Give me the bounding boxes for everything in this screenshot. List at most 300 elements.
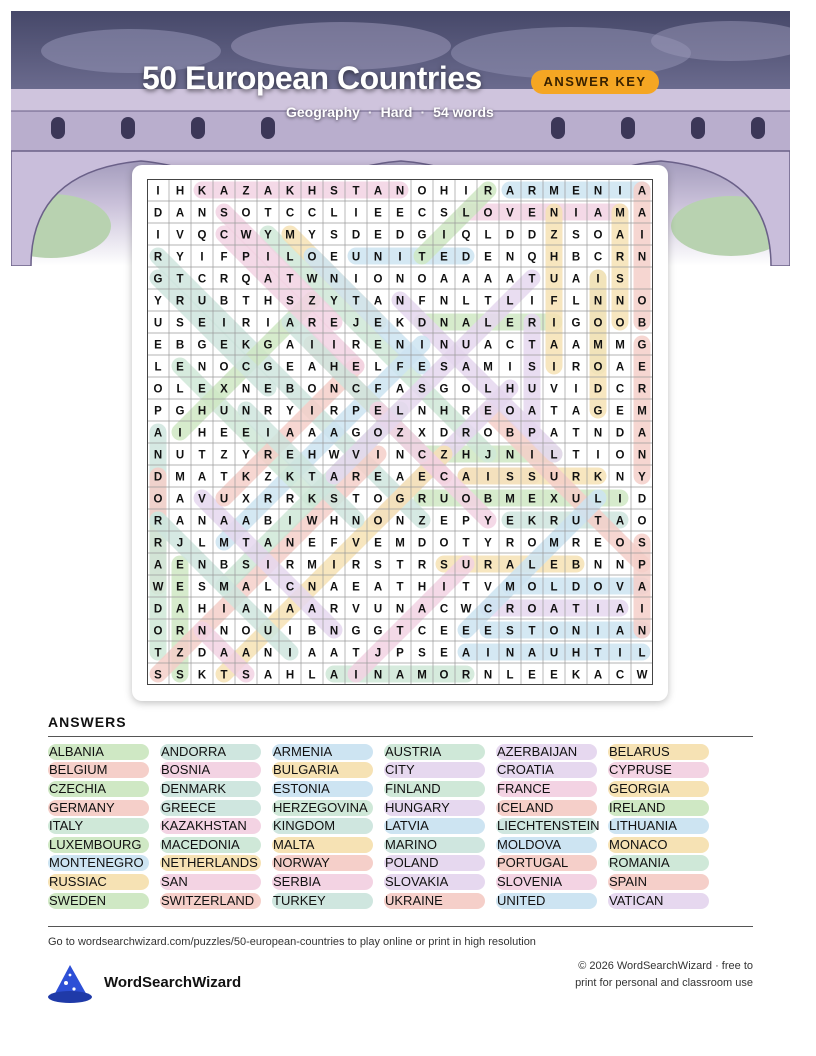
grid-letter: A (637, 581, 647, 594)
grid-letter: R (615, 251, 625, 264)
grid-letter: E (462, 625, 470, 638)
answer-word: MONTENEGRO (48, 855, 149, 871)
grid-letter: R (571, 537, 581, 550)
puzzle-meta (286, 104, 494, 120)
answer-word: CITY (384, 762, 485, 778)
grid-letter: N (637, 449, 647, 462)
grid-letter: O (307, 383, 317, 396)
grid-letter: A (285, 317, 295, 330)
grid-letter: L (374, 361, 382, 374)
grid-letter: M (549, 537, 559, 550)
answer-word: ITALY (48, 818, 149, 834)
grid-letter: U (373, 603, 383, 616)
answer-word: AZERBAIJAN (496, 744, 597, 760)
grid-letter: A (593, 669, 603, 682)
grid-letter: X (242, 493, 250, 506)
grid-letter: M (417, 669, 427, 682)
grid-letter: O (593, 229, 603, 242)
grid-letter: P (352, 405, 360, 418)
grid-letter: U (571, 515, 581, 528)
grid-letter: U (461, 339, 471, 352)
grid-letter: I (398, 251, 402, 264)
grid-letter: A (285, 339, 295, 352)
grid-letter: C (307, 207, 317, 220)
answer-word: BOSNIA (160, 762, 261, 778)
grid-letter: I (596, 625, 600, 638)
grid-letter: N (637, 625, 647, 638)
grid-letter: H (505, 383, 515, 396)
grid-letter: O (483, 427, 493, 440)
grid-letter: A (637, 427, 647, 440)
grid-letter: R (285, 493, 295, 506)
grid-letter: T (550, 405, 558, 418)
grid-letter: I (354, 273, 358, 286)
grid-letter: T (352, 185, 360, 198)
grid-letter: A (615, 625, 625, 638)
grid-letter: B (505, 427, 515, 440)
grid-letter: E (198, 317, 206, 330)
grid-letter: C (439, 471, 449, 484)
grid-letter: T (594, 647, 602, 660)
grid-letter: N (263, 603, 273, 616)
grid-letter: O (593, 317, 603, 330)
answer-word: KAZAKHSTAN (160, 818, 261, 834)
grid-letter: L (264, 581, 272, 594)
answer-word: CYPRUSE (608, 762, 709, 778)
grid-letter: G (175, 405, 185, 418)
grid-letter: F (418, 295, 426, 308)
grid-letter: L (550, 449, 558, 462)
grid-letter: M (483, 361, 493, 374)
grid-letter: E (484, 405, 492, 418)
grid-letter: A (461, 471, 471, 484)
grid-letter: R (483, 559, 493, 572)
grid-letter: R (461, 669, 471, 682)
grid-letter: R (571, 361, 581, 374)
grid-letter: A (571, 273, 581, 286)
grid-letter: F (220, 251, 228, 264)
grid-letter: T (484, 295, 492, 308)
grid-letter: U (263, 625, 273, 638)
grid-letter: A (483, 339, 493, 352)
grid-letter: T (418, 251, 426, 264)
grid-letter: D (593, 383, 603, 396)
grid-letter: A (615, 361, 625, 374)
answer-word: SWEDEN (48, 893, 149, 909)
grid-letter: K (593, 471, 603, 484)
grid-letter: D (571, 581, 581, 594)
grid-letter: I (200, 251, 204, 264)
grid-letter: T (462, 581, 470, 594)
grid-letter: U (461, 559, 471, 572)
grid-letter: A (461, 647, 471, 660)
grid-letter: K (197, 185, 207, 198)
grid-letter: N (219, 625, 229, 638)
answer-word: LUXEMBOURG (48, 837, 149, 853)
grid-letter: H (571, 647, 581, 660)
grid-letter: D (153, 471, 163, 484)
grid-letter: M (615, 339, 625, 352)
answer-word: BULGARIA (272, 762, 373, 778)
grid-letter: A (527, 405, 537, 418)
grid-letter: I (310, 405, 314, 418)
grid-letter: U (219, 405, 229, 418)
grid-letter: V (176, 229, 184, 242)
grid-letter: I (574, 207, 578, 220)
grid-letter: R (351, 339, 361, 352)
brand-name: WordSearchWizard (104, 974, 242, 991)
grid-letter: T (572, 603, 580, 616)
grid-letter: T (176, 273, 184, 286)
grid-letter: D (615, 427, 625, 440)
grid-letter: I (640, 603, 644, 616)
grid-letter: X (220, 383, 228, 396)
grid-letter: C (417, 625, 427, 638)
grid-letter: L (330, 207, 338, 220)
grid-letter: S (220, 207, 228, 220)
grid-letter: L (198, 537, 206, 550)
grid-letter: Z (220, 449, 228, 462)
grid-letter: U (175, 449, 185, 462)
grid-letter: D (417, 317, 427, 330)
grid-letter: V (352, 537, 360, 550)
grid-letter: E (176, 361, 184, 374)
grid-letter: W (460, 603, 472, 616)
grid-letter: R (549, 515, 559, 528)
grid-letter: P (396, 647, 404, 660)
grid-letter: J (352, 317, 360, 330)
grid-letter: H (549, 251, 559, 264)
grid-letter: L (484, 383, 492, 396)
grid-letter: S (572, 229, 580, 242)
answer-word: GEORGIA (608, 781, 709, 797)
grid-letter: I (332, 339, 336, 352)
grid-letter: A (637, 185, 647, 198)
grid-letter: S (286, 295, 294, 308)
grid-letter: V (352, 449, 360, 462)
grid-letter: A (615, 515, 625, 528)
grid-letter: N (483, 669, 493, 682)
grid-letter: B (571, 559, 581, 572)
grid-letter: A (571, 405, 581, 418)
grid-letter: T (396, 581, 404, 594)
grid-letter: C (417, 449, 427, 462)
grid-letter: O (461, 383, 471, 396)
grid-letter: N (373, 669, 383, 682)
grid-letter: G (197, 339, 207, 352)
grid-letter: E (418, 471, 426, 484)
grid-letter: S (616, 273, 624, 286)
grid-letter: G (263, 339, 273, 352)
grid-letter: R (153, 251, 163, 264)
grid-letter: N (241, 405, 251, 418)
answer-word: SPAIN (608, 874, 709, 890)
grid-letter: E (176, 581, 184, 594)
grid-letter: G (373, 625, 383, 638)
grid-letter: Z (550, 229, 558, 242)
grid-letter: N (505, 449, 515, 462)
grid-letter: W (240, 229, 252, 242)
grid-letter: P (528, 427, 536, 440)
answer-word: NETHERLANDS (160, 855, 261, 871)
grid-letter: A (483, 273, 493, 286)
letter-grid (147, 179, 653, 685)
grid-letter: E (352, 361, 360, 374)
grid-letter: O (241, 625, 251, 638)
grid-letter: T (528, 339, 536, 352)
grid-letter: G (263, 361, 273, 374)
grid-letter: N (197, 625, 207, 638)
grid-letter: I (222, 603, 226, 616)
grid-letter: H (307, 449, 317, 462)
grid-letter: A (197, 471, 207, 484)
grid-letter: A (307, 603, 317, 616)
grid-letter: S (330, 185, 338, 198)
grid-letter: R (483, 185, 493, 198)
grid-letter: A (417, 603, 427, 616)
grid-letter: A (549, 339, 559, 352)
grid-letter: A (241, 581, 251, 594)
grid-letter: O (219, 361, 229, 374)
grid-letter: L (154, 361, 162, 374)
grid-letter: I (222, 317, 226, 330)
grid-letter: I (376, 449, 380, 462)
grid-letter: D (637, 493, 647, 506)
grid-letter: E (374, 471, 382, 484)
grid-letter: O (615, 317, 625, 330)
grid-letter: M (505, 493, 515, 506)
grid-letter: N (241, 383, 251, 396)
grid-letter: A (263, 537, 273, 550)
grid-letter: T (220, 471, 228, 484)
grid-letter: I (354, 669, 358, 682)
grid-letter: B (219, 295, 229, 308)
grid-letter: N (549, 207, 559, 220)
answer-word: MACEDONIA (160, 837, 261, 853)
grid-letter: I (552, 317, 556, 330)
grid-letter: N (593, 427, 603, 440)
grid-letter: L (638, 647, 646, 660)
grid-letter: H (461, 449, 471, 462)
grid-letter: A (219, 647, 229, 660)
grid-letter: R (263, 493, 273, 506)
grid-letter: O (637, 515, 647, 528)
grid-letter: A (329, 669, 339, 682)
grid-letter: I (266, 559, 270, 572)
grid-letter: R (571, 471, 581, 484)
grid-letter: U (571, 493, 581, 506)
grid-letter: O (615, 449, 625, 462)
grid-letter: A (153, 427, 163, 440)
grid-letter: D (527, 229, 537, 242)
grid-letter: I (266, 251, 270, 264)
answer-word: HERZEGOVINA (272, 800, 373, 816)
grid-letter: S (528, 471, 536, 484)
grid-letter: S (242, 669, 250, 682)
grid-letter: K (285, 471, 295, 484)
grid-letter: E (638, 361, 646, 374)
answer-word: IRELAND (608, 800, 709, 816)
grid-letter: G (417, 229, 427, 242)
grid-letter: E (528, 207, 536, 220)
grid-letter: A (615, 603, 625, 616)
grid-letter: Z (176, 647, 184, 660)
grid-letter: A (461, 317, 471, 330)
grid-letter: S (176, 669, 184, 682)
grid-letter: N (197, 207, 207, 220)
grid-letter: I (530, 449, 534, 462)
grid-letter: A (549, 603, 559, 616)
grid-letter: H (175, 185, 185, 198)
grid-letter: C (417, 207, 427, 220)
grid-letter: R (219, 273, 229, 286)
grid-letter: E (308, 537, 316, 550)
grid-letter: E (550, 559, 558, 572)
grid-letter: I (618, 185, 622, 198)
grid-letter: M (219, 537, 229, 550)
grid-letter: D (153, 603, 163, 616)
answer-word: SLOVENIA (496, 874, 597, 890)
category-label: Geography (286, 104, 360, 120)
grid-letter: N (395, 185, 405, 198)
grid-letter: N (615, 471, 625, 484)
grid-letter: I (178, 427, 182, 440)
grid-letter: P (242, 251, 250, 264)
grid-letter: U (439, 493, 449, 506)
grid-letter: A (263, 273, 273, 286)
grid-letter: H (197, 405, 207, 418)
grid-letter: Z (242, 185, 250, 198)
grid-letter: I (596, 273, 600, 286)
wizard-hat-icon (46, 963, 94, 1005)
grid-letter: N (395, 515, 405, 528)
answer-word: NORWAY (272, 855, 373, 871)
grid-letter: S (154, 669, 162, 682)
grid-letter: G (395, 493, 405, 506)
answer-word: UNITED (496, 893, 597, 909)
grid-letter: O (373, 515, 383, 528)
grid-letter: M (175, 471, 185, 484)
grid-letter: O (527, 537, 537, 550)
grid-letter: A (219, 515, 229, 528)
grid-letter: A (241, 647, 251, 660)
grid-letter: T (462, 537, 470, 550)
grid-letter: U (197, 295, 207, 308)
grid-letter: T (528, 625, 536, 638)
grid-letter: E (374, 537, 382, 550)
answer-word: ROMANIA (608, 855, 709, 871)
grid-letter: N (505, 647, 515, 660)
separator-dot: · (420, 104, 426, 120)
grid-letter: A (175, 207, 185, 220)
grid-letter: M (395, 537, 405, 550)
grid-letter: S (418, 647, 426, 660)
grid-letter: N (417, 405, 427, 418)
grid-letter: L (594, 493, 602, 506)
puzzle-card (132, 165, 668, 701)
grid-letter: E (418, 361, 426, 374)
grid-letter: C (219, 229, 229, 242)
grid-letter: G (571, 317, 581, 330)
grid-letter: C (615, 669, 625, 682)
answer-word: SWITZERLAND (160, 893, 261, 909)
grid-letter: S (638, 537, 646, 550)
grid-letter: E (374, 339, 382, 352)
grid-letter: E (220, 427, 228, 440)
grid-letter: M (637, 405, 647, 418)
grid-letter: Q (461, 229, 471, 242)
grid-letter: W (306, 273, 318, 286)
grid-letter: E (572, 185, 580, 198)
grid-letter: E (374, 207, 382, 220)
grid-letter: I (552, 361, 556, 374)
grid-letter: O (373, 493, 383, 506)
grid-letter: D (351, 229, 361, 242)
grid-letter: C (351, 383, 361, 396)
grid-letter: N (637, 251, 647, 264)
grid-letter: A (615, 229, 625, 242)
grid-letter: E (550, 669, 558, 682)
grid-letter: Y (484, 515, 492, 528)
grid-letter: A (373, 581, 383, 594)
grid-letter: O (373, 273, 383, 286)
grid-letter: N (593, 295, 603, 308)
grid-letter: R (241, 317, 251, 330)
grid-letter: N (571, 625, 581, 638)
grid-letter: G (351, 427, 361, 440)
grid-letter: O (615, 537, 625, 550)
grid-letter: I (618, 493, 622, 506)
grid-letter: L (484, 229, 492, 242)
grid-letter: S (330, 229, 338, 242)
answer-word: ALBANIA (48, 744, 149, 760)
grid-letter: Z (264, 471, 272, 484)
grid-letter: I (332, 559, 336, 572)
grid-letter: E (616, 405, 624, 418)
grid-letter: O (439, 537, 449, 550)
grid-letter: Q (197, 229, 207, 242)
grid-letter: K (285, 185, 295, 198)
answer-word: KINGDOM (272, 818, 373, 834)
grid-letter: W (306, 515, 318, 528)
grid-letter: A (175, 603, 185, 616)
grid-letter: M (219, 581, 229, 594)
answer-word: FRANCE (496, 781, 597, 797)
grid-letter: R (505, 603, 515, 616)
grid-letter: V (352, 603, 360, 616)
grid-letter: A (175, 515, 185, 528)
answer-word: UKRAINE (384, 893, 485, 909)
answer-word: CZECHIA (48, 781, 149, 797)
grid-letter: L (572, 295, 580, 308)
answer-key-badge: ANSWER KEY (531, 70, 659, 94)
grid-letter: N (395, 449, 405, 462)
grid-letter: G (351, 625, 361, 638)
grid-letter: A (505, 273, 515, 286)
grid-letter: T (594, 515, 602, 528)
grid-letter: T (396, 559, 404, 572)
grid-letter: R (307, 317, 317, 330)
grid-letter: I (156, 185, 160, 198)
grid-letter: Y (154, 295, 162, 308)
grid-letter: M (285, 229, 295, 242)
grid-letter: T (528, 273, 536, 286)
grid-letter: L (396, 405, 404, 418)
grid-letter: Z (418, 515, 426, 528)
answer-word: LITHUANIA (608, 818, 709, 834)
grid-letter: A (549, 427, 559, 440)
grid-letter: E (440, 251, 448, 264)
